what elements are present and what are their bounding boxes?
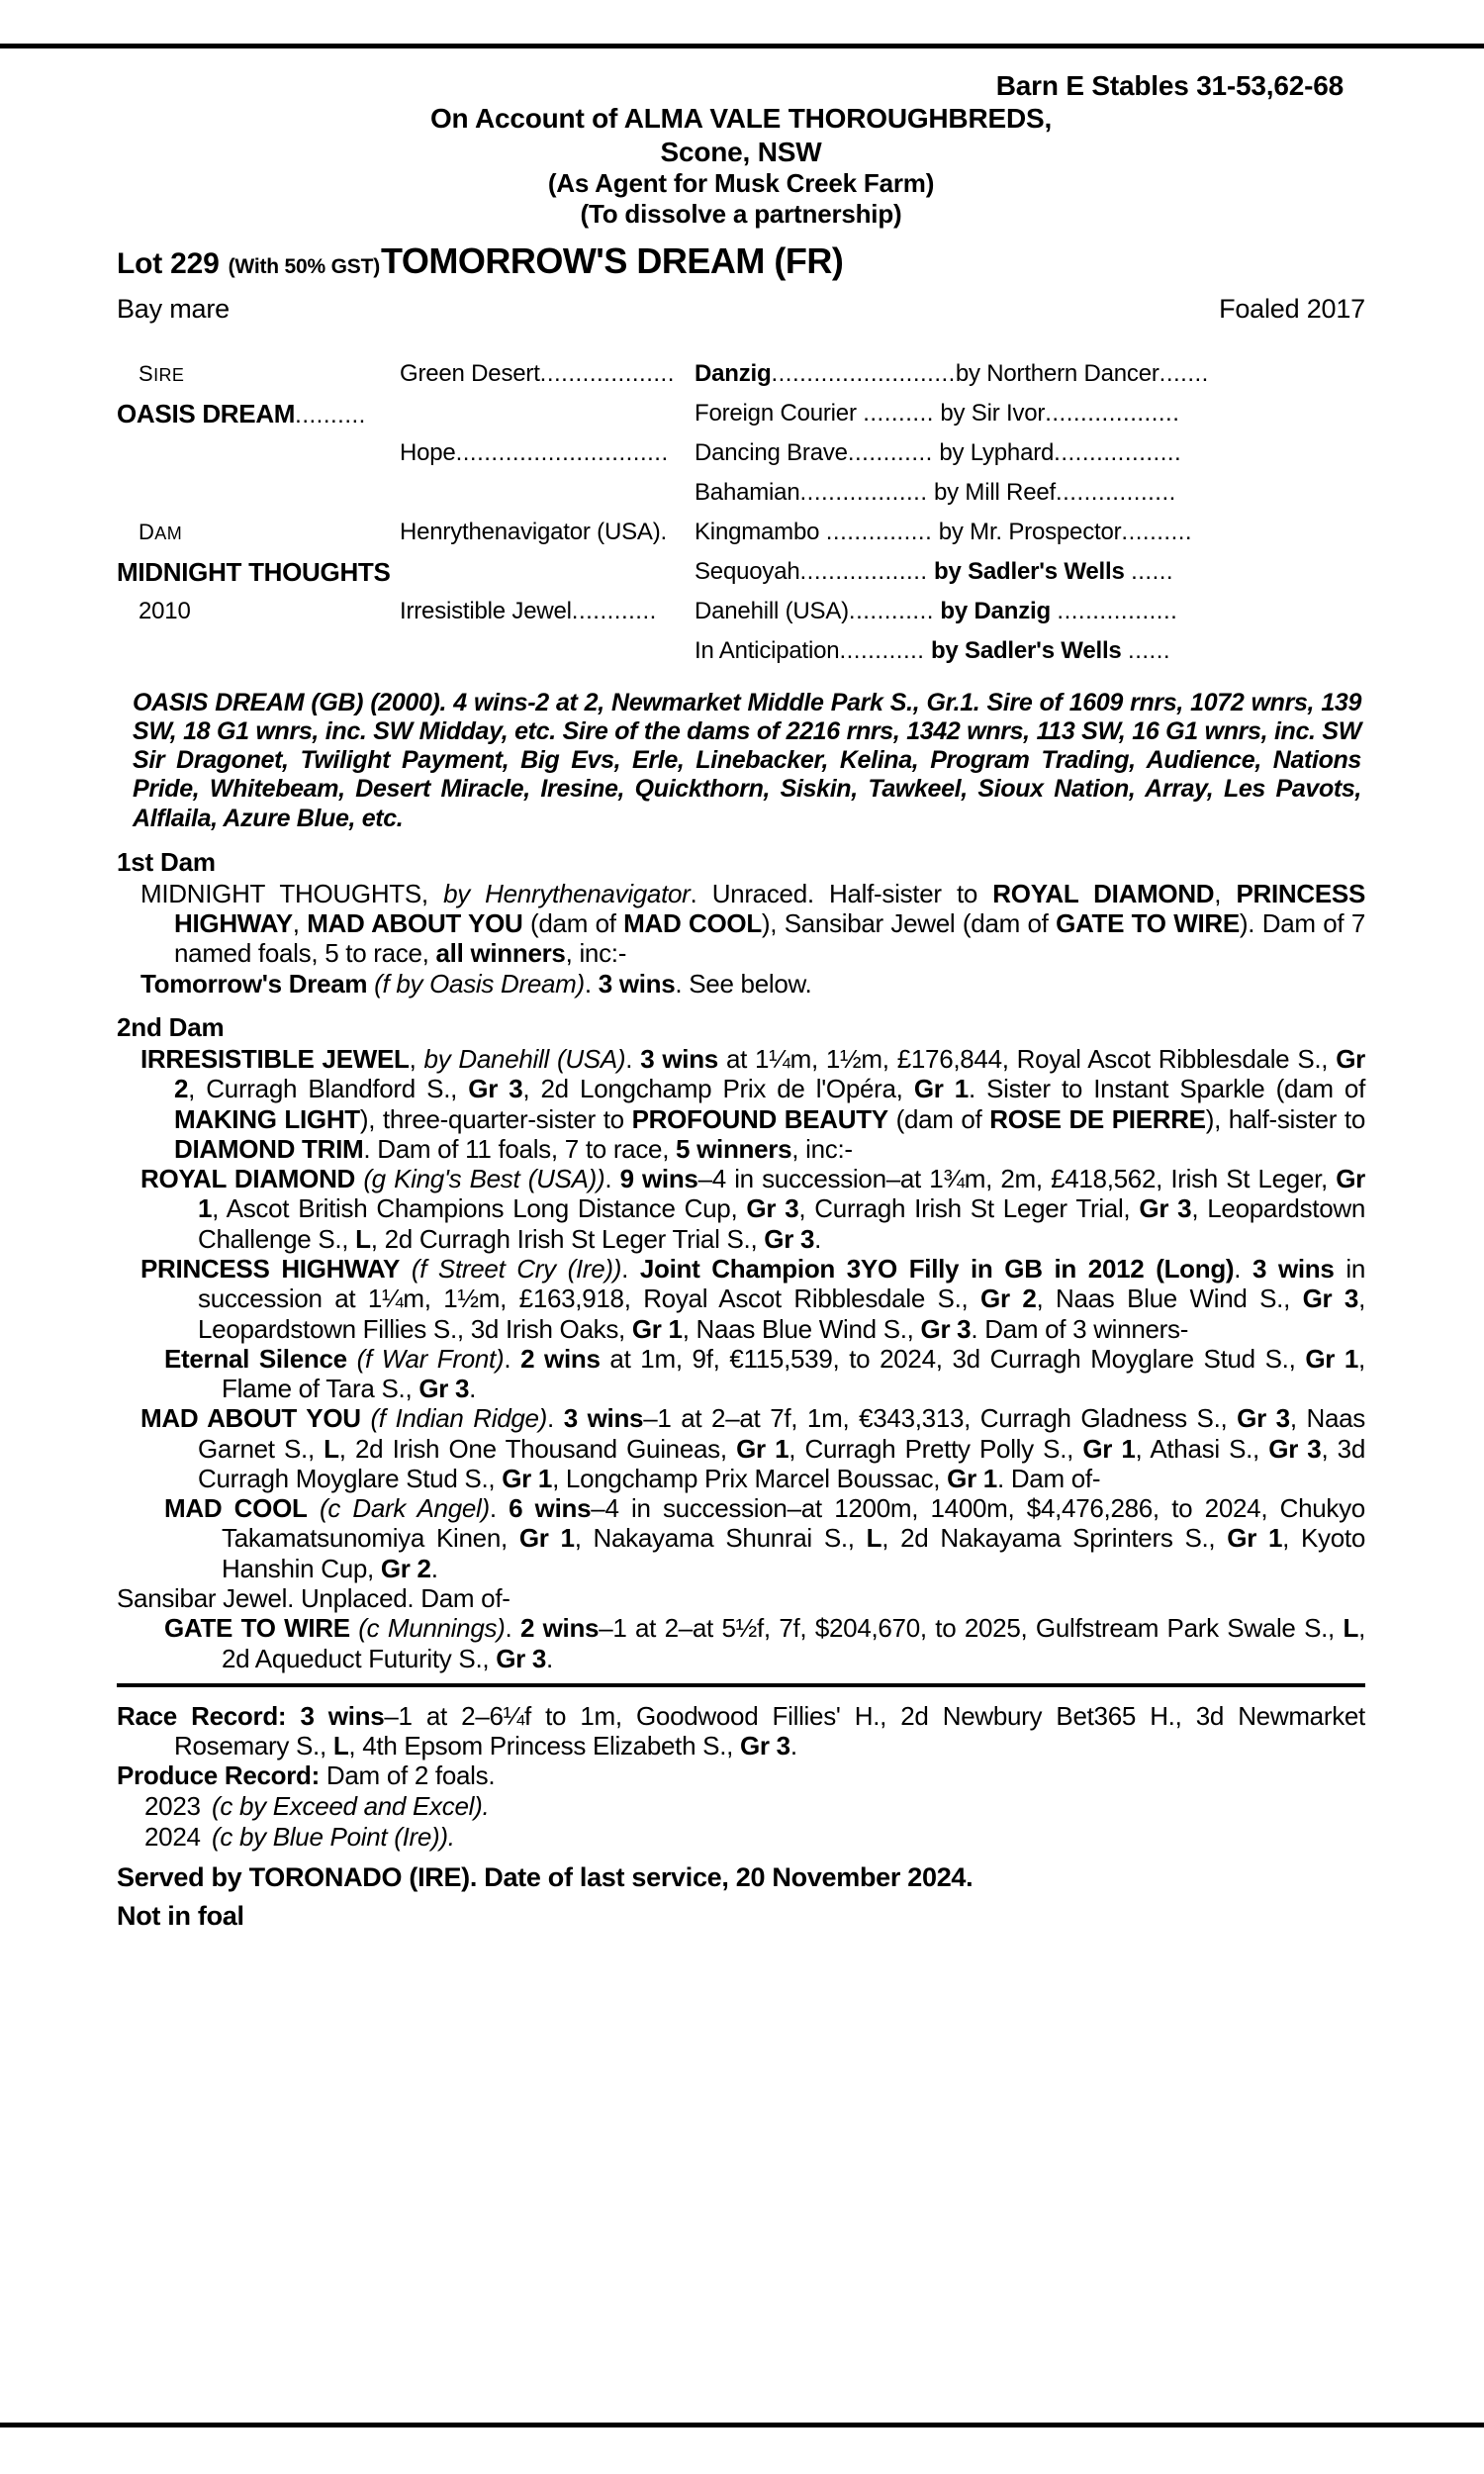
colour-sex: Bay mare bbox=[117, 293, 230, 324]
pedigree-col-parents bbox=[117, 354, 400, 671]
progeny-item: MAD COOL (c Dark Angel). 6 wins–4 in succession–at 1200m, 1400m, $4,476,286, to 2024, Chukyo Takamatsunomiya Kinen, Gr 1, Nakayama Shunrai S., L, 2d Nakayama Sprinters S., Gr 1, Kyoto Hanshin Cup, Gr 2. bbox=[164, 1493, 1365, 1583]
progeny-item: ROYAL DIAMOND (g King's Best (USA)). 9 wins–4 in succession–at 1¾m, 2m, £418,562, Irish St Leger, Gr 1, Ascot British Champions Long Distance Cup, Gr 3, Curragh Irish St Leger Trial, Gr 3, Leopardstown Challenge S., L, 2d Curragh Irish St Leger Trial S., Gr 3. bbox=[140, 1164, 1366, 1254]
pedigree-col-grandparents bbox=[400, 354, 691, 671]
vendor-account: On Account of ALMA VALE THOROUGHBREDS, bbox=[429, 103, 1053, 135]
sire-summary: OASIS DREAM (GB) (2000). 4 wins-2 at 2, Newmarket Middle Park S., Gr.1. Sire of 1609 rnrs, 1072 wnrs, 139 SW, 18 G1 wnrs, inc. SW Midday, etc. Sire of the dams of 2216 rnrs, 1342 wnrs, 113 SW, 16 G1 wnrs, inc. SW Sir Dragonet, Twilight Payment, Big Evs, Erle, Linebacker, Kelina, Program Trading, Audience, Nations Pride, Whitebeam, Desert Miracle, Iresine, Quickthorn, Siskin, Tawkeel, Sioux Nation, Array, Les Pavots, Alflaila, Azure Blue, etc. bbox=[133, 688, 1361, 832]
gen3-bydots-1: ................... bbox=[1045, 399, 1180, 427]
gen3-bydots-6: ................. bbox=[1057, 597, 1178, 624]
gen3-by-3: by Mill Reef bbox=[933, 478, 1056, 506]
produce-year: 2023 bbox=[144, 1790, 201, 1821]
gen2-name-1: Hope bbox=[400, 438, 456, 466]
gen3-row-1 bbox=[691, 394, 1365, 433]
gen2-dots-2: . bbox=[660, 518, 668, 545]
gen2-row-2 bbox=[400, 513, 691, 552]
first-dam-progeny: Tomorrow's Dream (f by Oasis Dream). 3 wins. See below. bbox=[140, 968, 812, 999]
gen3-by-6: by Danzig bbox=[940, 597, 1051, 624]
produce-desc: (c by Exceed and Excel). bbox=[212, 1790, 490, 1821]
first-dam-text: MIDNIGHT THOUGHTS, by Henrythenavigator. Unraced. Half-sister to ROYAL DIAMOND, PRINCESS HIGHWAY, MAD ABOUT YOU (dam of MAD COOL), Sansibar Jewel (dam of GATE TO WIRE). Dam of 7 named foals, 5 to race, all winners, inc:- bbox=[140, 878, 1365, 969]
second-dam-progeny-list bbox=[117, 1164, 1365, 1673]
gen3-by-7: by Sadler's Wells bbox=[930, 636, 1122, 664]
spacer-row-3 bbox=[117, 631, 400, 671]
gen3-bydots-2: .................. bbox=[1054, 438, 1182, 466]
spacer-g2-a bbox=[400, 394, 691, 433]
gen3-row-5 bbox=[691, 552, 1365, 592]
sire-label-row bbox=[117, 354, 400, 394]
produce-record: Produce Record: Dam of 2 foals. bbox=[117, 1760, 496, 1791]
gen2-name-2: Henrythenavigator (USA) bbox=[400, 518, 661, 545]
gen3-bydots-7: ...... bbox=[1128, 636, 1171, 664]
gen3-dots-7: ............ bbox=[839, 636, 925, 664]
gen3-by-1: by Sir Ivor bbox=[940, 399, 1046, 427]
sire-label: SIRE bbox=[139, 360, 185, 386]
vendor-agent: (As Agent for Musk Creek Farm) bbox=[547, 168, 935, 199]
produce-year: 2024 bbox=[144, 1822, 201, 1853]
gen2-row-3 bbox=[400, 592, 691, 631]
gen2-dots-1: .............................. bbox=[455, 438, 669, 466]
spacer-row-2 bbox=[117, 473, 400, 513]
lot-title-line bbox=[117, 240, 1365, 282]
gen3-name-3: Bahamian bbox=[695, 478, 800, 506]
bottom-rule bbox=[0, 2423, 1484, 2427]
lot-number: Lot 229 bbox=[117, 246, 220, 280]
gen3-dots-2: ............ bbox=[847, 438, 933, 466]
gen3-name-0: Danzig bbox=[695, 359, 772, 387]
dam-year: 2010 bbox=[139, 597, 191, 624]
gen3-row-2 bbox=[691, 433, 1365, 473]
gen2-row-1 bbox=[400, 433, 691, 473]
gen2-row-0 bbox=[400, 354, 691, 394]
spacer-g2-c bbox=[400, 552, 691, 592]
progeny-item: MAD ABOUT YOU (f Indian Ridge). 3 wins–1 at 2–at 7f, 1m, €343,313, Curragh Gladness S., Gr 3, Naas Garnet S., L, 2d Irish One Thousand Guineas, Gr 1, Curragh Pretty Polly S., Gr 1, Athasi S., Gr 3, 3d Curragh Moyglare Stud S., Gr 1, Longchamp Prix Marcel Boussac, Gr 1. Dam of- bbox=[140, 1403, 1366, 1493]
gen3-dots-1: .......... bbox=[863, 399, 934, 427]
produce-desc: (c by Blue Point (Ire)). bbox=[212, 1822, 455, 1853]
gen3-by-2: by Lyphard bbox=[939, 438, 1055, 466]
dam-year-row bbox=[117, 592, 400, 631]
gen3-dots-3: .................. bbox=[799, 478, 928, 506]
vendor-note: (To dissolve a partnership) bbox=[580, 199, 902, 230]
gen3-name-1: Foreign Courier bbox=[695, 399, 857, 427]
lot-gst-note: (With 50% GST) bbox=[228, 254, 380, 278]
dam-name-row bbox=[117, 552, 400, 592]
gen3-bydots-5: ...... bbox=[1131, 557, 1174, 585]
gen3-row-7 bbox=[691, 631, 1365, 671]
gen2-name-0: Green Desert bbox=[400, 359, 540, 387]
first-dam-heading: 1st Dam bbox=[117, 846, 216, 877]
top-rule bbox=[0, 44, 1484, 48]
gen3-name-2: Dancing Brave bbox=[695, 438, 848, 466]
gen3-by-0: by Northern Dancer bbox=[955, 359, 1159, 387]
dam-name: MIDNIGHT THOUGHTS bbox=[117, 556, 391, 587]
gen3-row-6 bbox=[691, 592, 1365, 631]
gen3-row-0 bbox=[691, 354, 1365, 394]
race-record: Race Record: 3 wins–1 at 2–6¼f to 1m, Goodwood Fillies' H., 2d Newbury Bet365 H., 3d Newmarket Rosemary S., L, 4th Epsom Princess Elizabeth S., Gr 3. bbox=[117, 1700, 1365, 1761]
sire-dots: .......... bbox=[295, 401, 366, 428]
spacer-g2-b bbox=[400, 473, 691, 513]
gen3-dots-6: ............ bbox=[848, 597, 934, 624]
served-by: Served by TORONADO (IRE). Date of last service, 20 November 2024. bbox=[117, 1862, 974, 1893]
pedigree-table bbox=[117, 354, 1365, 671]
second-dam-heading: 2nd Dam bbox=[117, 1011, 225, 1042]
page-content bbox=[117, 69, 1365, 1932]
gen3-name-7: In Anticipation bbox=[695, 636, 840, 664]
spacer-row-1 bbox=[117, 433, 400, 473]
gen2-dots-0: ................... bbox=[539, 359, 675, 387]
produce-foal-row bbox=[117, 1791, 1365, 1823]
gen3-bydots-0: ....... bbox=[1159, 359, 1209, 387]
progeny-item: PRINCESS HIGHWAY (f Street Cry (Ire)). Joint Champion 3YO Filly in GB in 2012 (Long). 3 wins in succession at 1¼m, 1½m, £163,918, Royal Ascot Ribblesdale S., Gr 2, Naas Blue Wind S., Gr 3, Leopardstown Fillies S., 3d Irish Oaks, Gr 1, Naas Blue Wind S., Gr 3. Dam of 3 winners- bbox=[140, 1253, 1366, 1344]
gen3-name-6: Danehill (USA) bbox=[695, 597, 849, 624]
produce-foal-row bbox=[117, 1822, 1365, 1854]
gen3-bydots-3: ................. bbox=[1055, 478, 1176, 506]
sire-name-row bbox=[117, 394, 400, 433]
records-separator-rule bbox=[117, 1683, 1365, 1687]
spacer-g2-d bbox=[400, 631, 691, 671]
colour-foaled-row bbox=[117, 294, 1365, 325]
barn-location: Barn E Stables 31-53,62-68 bbox=[995, 70, 1344, 101]
dam-label: DAM bbox=[139, 519, 183, 544]
gen2-name-3: Irresistible Jewel bbox=[400, 597, 572, 624]
gen3-bydots-4: .......... bbox=[1121, 518, 1193, 545]
vendor-block bbox=[117, 102, 1365, 231]
pedigree-col-greatgrandparents bbox=[691, 354, 1365, 671]
progeny-item: Eternal Silence (f War Front). 2 wins at 1m, 9f, €115,539, to 2024, 3d Curragh Moyglare Stud S., Gr 1, Flame of Tara S., Gr 3. bbox=[164, 1343, 1365, 1404]
horse-name: TOMORROW'S DREAM (FR) bbox=[381, 239, 844, 281]
gen3-row-4 bbox=[691, 513, 1365, 552]
gen3-by-5: by Sadler's Wells bbox=[934, 557, 1125, 585]
foaled-year: Foaled 2017 bbox=[1219, 293, 1365, 324]
gen3-name-4: Kingmambo bbox=[695, 518, 820, 545]
gen3-dots-5: .................. bbox=[799, 557, 928, 585]
dam-label-row bbox=[117, 513, 400, 552]
gen3-by-4: by Mr. Prospector bbox=[938, 518, 1122, 545]
gen3-dots-0: .......................... bbox=[771, 359, 956, 387]
gen3-dots-4: ............... bbox=[825, 518, 933, 545]
sire-name: OASIS DREAM bbox=[117, 398, 296, 428]
gen3-row-3 bbox=[691, 473, 1365, 513]
gen2-dots-3: ............ bbox=[571, 597, 657, 624]
second-dam-text: IRRESISTIBLE JEWEL, by Danehill (USA). 3 wins at 1¼m, 1½m, £176,844, Royal Ascot Ribblesdale S., Gr 2, Curragh Blandford S., Gr 3, 2d Longchamp Prix de l'Opéra, Gr 1. Sister to Instant Sparkle (dam of MAKING LIGHT), three-quarter-sister to PROFOUND BEAUTY (dam of ROSE DE PIERRE), half-sister to DIAMOND TRIM. Dam of 11 foals, 7 to race, 5 winners, inc:- bbox=[140, 1043, 1366, 1164]
progeny-item: Sansibar Jewel. Unplaced. Dam of- bbox=[117, 1583, 510, 1614]
foal-status: Not in foal bbox=[117, 1900, 244, 1931]
vendor-location: Scone, NSW bbox=[660, 136, 822, 167]
gen3-name-5: Sequoyah bbox=[695, 557, 800, 585]
progeny-item: GATE TO WIRE (c Munnings). 2 wins–1 at 2–at 5½f, 7f, $204,670, to 2025, Gulfstream Park Swale S., L, 2d Aqueduct Futurity S., Gr 3. bbox=[164, 1613, 1365, 1673]
